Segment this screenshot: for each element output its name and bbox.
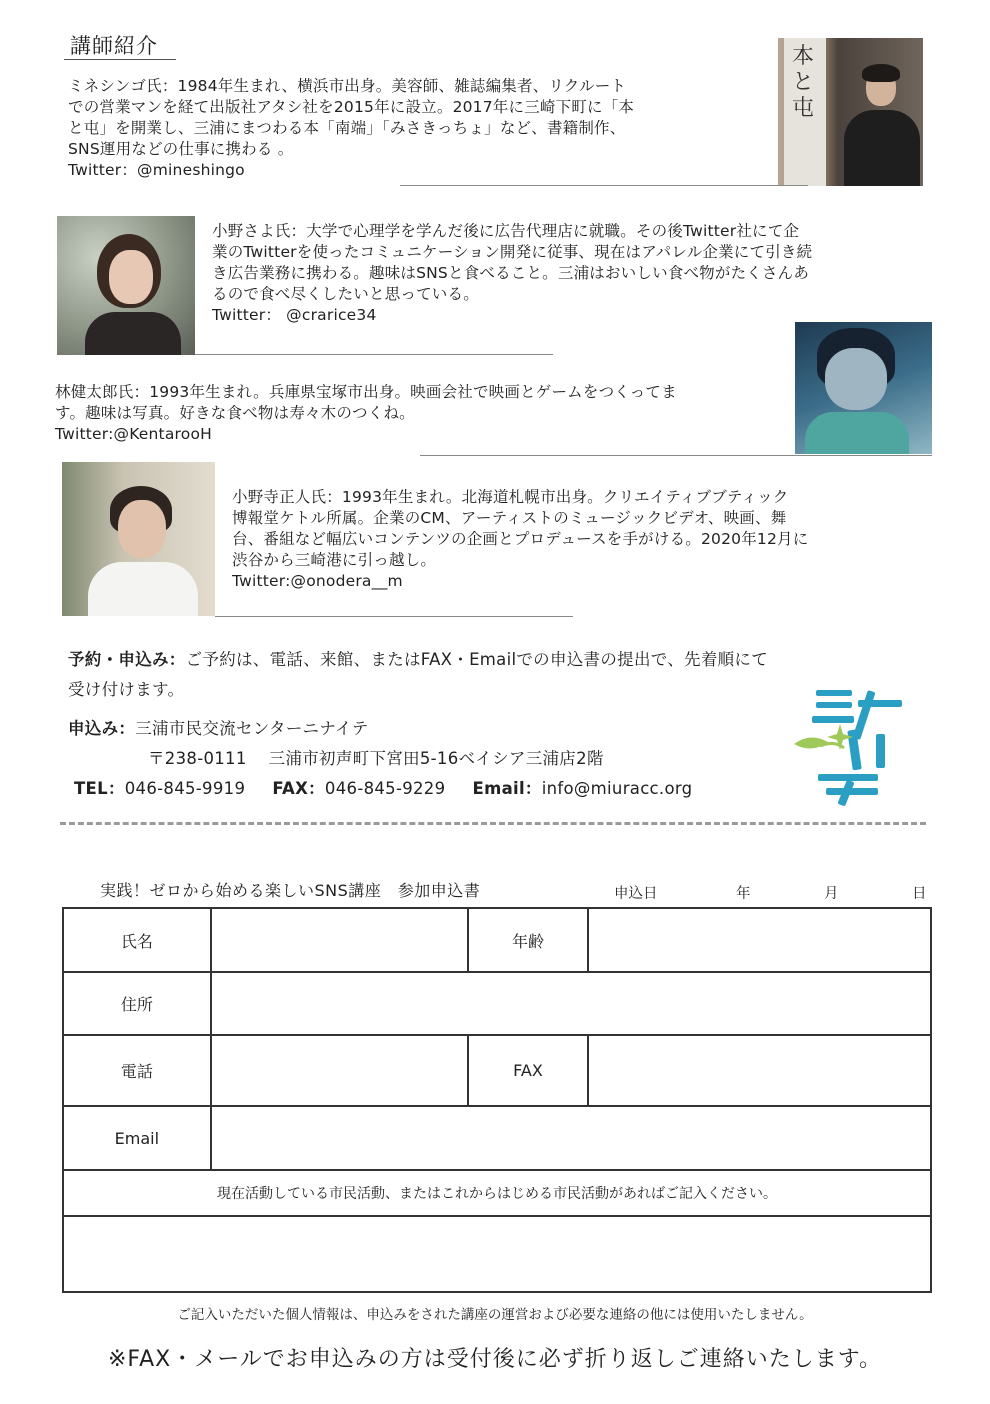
reservation-label: 予約・申込み： bbox=[68, 650, 186, 669]
name-field[interactable] bbox=[211, 908, 468, 972]
tel-value: 046-845-9919 bbox=[124, 779, 246, 798]
instructor-4-bio bbox=[232, 487, 932, 592]
email-label: Email： bbox=[472, 779, 542, 798]
address-field[interactable] bbox=[211, 972, 931, 1035]
bio-line: SNS運用などの仕事に携わる 。 bbox=[68, 140, 294, 158]
instructor-2-twitter: Twitter： @crarice34 bbox=[212, 306, 377, 324]
shirt-image bbox=[88, 562, 198, 616]
section-title: 講師紹介 bbox=[70, 34, 158, 58]
bio-line: 小野寺正人氏：1993年生まれ。北海道札幌市出身。クリエイティブブティック bbox=[232, 488, 789, 506]
banner-text: 本と屯 bbox=[792, 44, 815, 121]
bio-line: 林健太郎氏：1993年生まれ。兵庫県宝塚市出身。映画会社で映画とゲームをつくってま bbox=[55, 383, 677, 401]
instructor-2-bio bbox=[212, 221, 932, 326]
apply-postal: 〒238-0111 bbox=[148, 749, 247, 768]
instructor-1-photo bbox=[778, 38, 923, 186]
activity-label: 現在活動している市民活動、またはこれからはじめる市民活動があればご記入ください。 bbox=[63, 1170, 931, 1216]
form-title: 実践！ゼロから始める楽しいSNS講座 参加申込書 bbox=[100, 881, 481, 900]
instructor-2-photo bbox=[57, 216, 195, 355]
divider bbox=[420, 455, 932, 456]
address-label: 住所 bbox=[63, 972, 211, 1035]
bio-line: き広告業務に携わる。趣味はSNSと食べること。三浦はおいしい食べ物がたくさんあ bbox=[212, 264, 810, 282]
shirt-image bbox=[844, 110, 920, 186]
day-label: 日 bbox=[912, 886, 927, 902]
instructor-3-twitter: Twitter:@KentarooH bbox=[55, 425, 212, 443]
reservation-text-2: 受け付けます。 bbox=[68, 680, 185, 699]
phone-field[interactable] bbox=[211, 1035, 468, 1106]
instructor-4-photo bbox=[62, 462, 215, 616]
bio-line: での営業マンを経て出版社アタシ社を2015年に設立。2017年に三崎下町に「本 bbox=[68, 98, 635, 116]
ninaite-logo bbox=[790, 684, 910, 810]
age-field[interactable] bbox=[588, 908, 931, 972]
name-label: 氏名 bbox=[63, 908, 211, 972]
shirt-image bbox=[805, 412, 909, 454]
instructor-1-bio bbox=[68, 76, 778, 181]
phone-label: 電話 bbox=[63, 1035, 211, 1106]
face-image bbox=[118, 500, 166, 558]
face-image bbox=[825, 348, 887, 410]
bio-line: 渋谷から三崎港に引っ越し。 bbox=[232, 551, 437, 569]
face-image bbox=[109, 250, 153, 304]
year-label: 年 bbox=[736, 886, 751, 902]
instructor-3-illustration bbox=[795, 322, 932, 454]
bio-line: 博報堂ケトル所属。企業のCM、アーティストのミュージックビデオ、映画、舞 bbox=[232, 509, 787, 527]
bio-line: す。趣味は写真。好きな食べ物は寿々木のつくね。 bbox=[55, 404, 415, 422]
application-form bbox=[62, 907, 932, 1293]
apply-label: 申込み： bbox=[68, 719, 136, 738]
fax-field[interactable] bbox=[588, 1035, 931, 1106]
tel-label: TEL： bbox=[74, 779, 125, 798]
fax-field-label: FAX bbox=[468, 1035, 588, 1106]
instructor-4-twitter: Twitter:@onodera__m bbox=[232, 572, 403, 590]
divider bbox=[400, 185, 808, 186]
instructor-1-twitter: Twitter：@mineshingo bbox=[68, 161, 245, 179]
divider bbox=[195, 354, 553, 355]
email-value: info@miuracc.org bbox=[541, 779, 693, 798]
bio-line: るので食べ尽くしたいと思っている。 bbox=[212, 285, 479, 303]
email-field-label: Email bbox=[63, 1106, 211, 1170]
reservation-text: ご予約は、電話、来館、またはFAX・Emailでの申込書の提出で、先着順にて bbox=[185, 650, 769, 669]
date-label: 申込日 bbox=[614, 886, 658, 902]
bio-line: 台、番組など幅広いコンテンツの企画とプロデュースを手がける。2020年12月に bbox=[232, 530, 809, 548]
bio-line: ミネシンゴ氏：1984年生まれ、横浜市出身。美容師、雑誌編集者、リクルート bbox=[68, 77, 627, 95]
month-label: 月 bbox=[824, 886, 839, 902]
privacy-footnote: ご記入いただいた個人情報は、申込みをされた講座の運営および必要な連絡の他には使用いたしません。 bbox=[177, 1307, 813, 1323]
bio-line: 業のTwitterを使ったコミュニケーション開発に従事、現在はアパレル企業にて引き続 bbox=[212, 243, 813, 261]
instructor-3-bio bbox=[55, 382, 795, 445]
section-title-underline bbox=[64, 59, 176, 60]
hair-image bbox=[862, 64, 900, 82]
fax-label: FAX： bbox=[272, 779, 325, 798]
bio-line: 小野さよ氏：大学で心理学を学んだ後に広告代理店に就職。その後Twitter社にて企 bbox=[212, 222, 800, 240]
bio-line: と屯」を開業し、三浦にまつわる本「南端」「みさきっちょ」など、書籍制作、 bbox=[68, 119, 626, 137]
age-label: 年齢 bbox=[468, 908, 588, 972]
activity-field[interactable] bbox=[63, 1216, 931, 1292]
apply-address: 三浦市初声町下宮田5-16ベイシア三浦店2階 bbox=[268, 749, 604, 768]
dress-image bbox=[85, 312, 181, 355]
apply-info bbox=[68, 714, 808, 804]
fax-mail-notice: ※FAX・メールでお申込みの方は受付後に必ず折り返しご連絡いたします。 bbox=[108, 1347, 882, 1372]
email-field[interactable] bbox=[211, 1106, 931, 1170]
fax-value: 046-845-9229 bbox=[324, 779, 446, 798]
divider bbox=[215, 616, 573, 617]
cut-line bbox=[60, 822, 926, 825]
apply-org: 三浦市民交流センターニナイテ bbox=[135, 719, 369, 738]
